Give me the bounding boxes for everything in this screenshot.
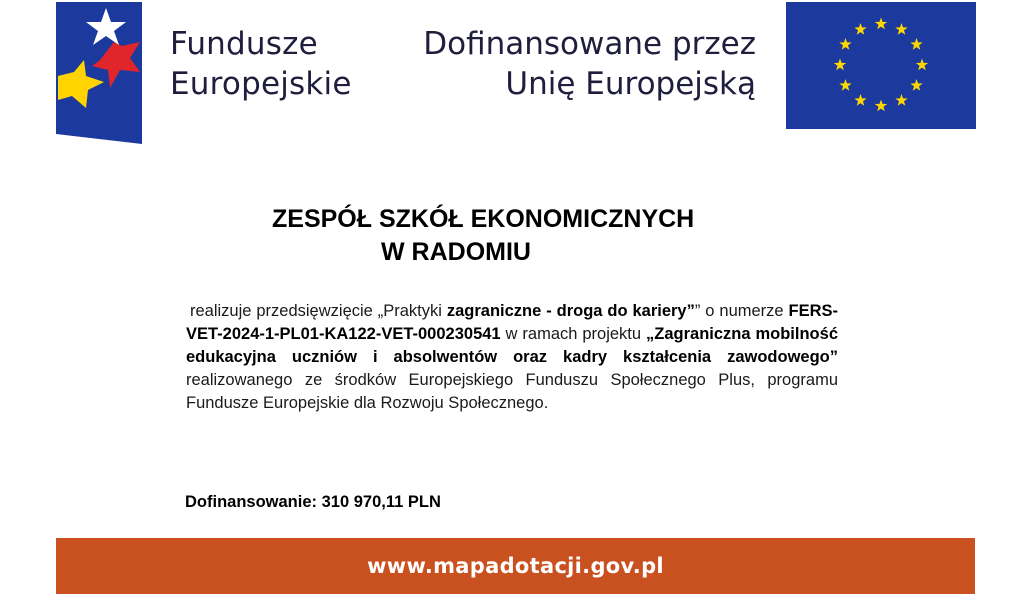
project-title: „Zagraniczna mobilność edukacyjna uczniów i absolwentów oraz kadry kształcenia zawodowego” [186,325,838,366]
school-name-line1: ZESPÓŁ SZKÓŁ EKONOMICZNYCH [272,205,695,233]
eu-flag-icon [786,2,976,129]
funding-label: Dofinansowanie: [185,493,318,511]
desc-bold-1: zagraniczne - droga do kariery” [446,302,695,320]
project-description [186,300,838,415]
desc-text-3: w ramach projektu [500,325,647,343]
fundusze-europejskie-logo-icon [56,2,142,144]
desc-text-2: ” o numerze [694,302,789,320]
eu-line1: Dofinansowane przez [423,26,756,62]
school-name-line2: W RADOMIU [381,238,531,266]
fundusze-europejskie-wordmark [170,24,352,104]
fe-line2: Europejskie [170,66,352,102]
funding-value: 310 970,11 PLN [321,493,441,511]
fe-line1: Fundusze [170,26,318,62]
funding-amount [185,493,441,512]
desc-text-1: realizuje przedsięwzięcie „Praktyki [190,302,447,320]
project-number: FERS-VET-2024-1-PL01-KA122-VET-000230541 [186,302,839,343]
footer-url-bar [56,538,975,594]
eu-cofinancing-text [423,24,756,104]
mapadotacji-link[interactable]: www.mapadotacji.gov.pl [367,554,664,578]
desc-text-4: realizowanego ze środków Europejskiego Funduszu Społecznego Plus, programu Fundusze Europejskie dla Rozwoju Społecznego. [186,371,838,412]
eu-line2: Unię Europejską [505,66,756,102]
